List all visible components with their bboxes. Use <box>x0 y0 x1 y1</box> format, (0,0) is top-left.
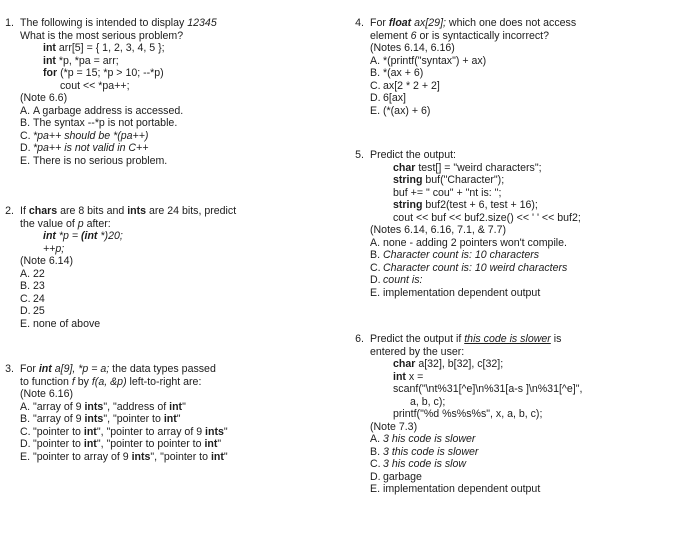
code-line: char test[] = "weird characters"; <box>393 161 542 174</box>
option-a[interactable]: A. 3 his code is slower <box>370 433 476 445</box>
question-text: element 6 or is syntactically incorrect? <box>370 29 550 42</box>
question-number: 1. <box>5 17 14 29</box>
code-line: string buf("Character"); <box>393 174 505 186</box>
note-reference: (Note 6.16) <box>20 388 73 400</box>
option-b[interactable]: B. 3 this code is slower <box>370 445 479 458</box>
code-line: int *p = (int *)20; <box>43 230 123 242</box>
option-e[interactable]: E. (*(ax) + 6) <box>370 104 431 117</box>
code-line: int x = <box>393 370 424 383</box>
question-text: Predict the output if this code is slower is <box>370 333 562 345</box>
option-b[interactable]: B. Character count is: 10 characters <box>370 249 540 261</box>
note-reference: (Notes 6.14, 6.16, 7.1, & 7.7) <box>370 224 507 236</box>
option-c[interactable]: C. ax[2 * 2 + 2] <box>370 79 440 92</box>
option-c[interactable]: C. 3 his code is slow <box>370 458 467 470</box>
code-line: int arr[5] = { 1, 2, 3, 4, 5 }; <box>43 42 165 54</box>
question-body <box>370 17 698 117</box>
code-line: printf("%d %s%s%s", x, a, b, c); <box>393 408 543 420</box>
question-text: If chars are 8 bits and ints are 24 bits, predict <box>20 205 237 217</box>
question-text: The following is intended to display 12345 <box>20 17 217 29</box>
code-line: for (*p = 15; *p > 10; --*p) <box>43 67 164 79</box>
code-line: cout << *pa++; <box>60 79 130 92</box>
code-line: scanf("\nt%31[^e]\n%31[a-s ]\n%31[^e]", <box>393 383 583 395</box>
option-e[interactable]: E. none of above <box>20 317 101 330</box>
question-number: 6. <box>355 333 364 345</box>
option-e[interactable]: E. implementation dependent output <box>370 483 541 495</box>
option-d[interactable]: D. count is: <box>370 274 423 286</box>
option-e[interactable]: E. There is no serious problem. <box>20 154 168 167</box>
code-line: a, b, c); <box>410 395 446 408</box>
question-body <box>20 363 345 463</box>
question-text: the value of p after: <box>20 217 111 230</box>
question-body <box>370 333 698 496</box>
option-d[interactable]: D. 6[ax] <box>370 92 406 104</box>
question-body <box>20 205 345 330</box>
code-line: char a[32], b[32], c[32]; <box>393 358 504 370</box>
option-b[interactable]: B. *(ax + 6) <box>370 67 424 79</box>
option-a[interactable]: A. 22 <box>20 267 45 280</box>
question-text: entered by the user: <box>370 345 465 358</box>
option-a[interactable]: A. *(printf("syntax") + ax) <box>370 54 487 67</box>
option-a[interactable]: A. none - adding 2 pointers won't compile. <box>370 236 567 249</box>
note-reference: (Notes 6.14, 6.16) <box>370 42 455 54</box>
option-b[interactable]: B. 23 <box>20 280 45 292</box>
option-e[interactable]: E. "pointer to array of 9 ints", "pointer to int" <box>20 450 228 463</box>
question-number: 5. <box>355 149 364 161</box>
option-c[interactable]: C. Character count is: 10 weird characters <box>370 261 568 274</box>
code-line: string buf2(test + 6, test + 16); <box>393 199 538 211</box>
option-a[interactable]: A. A garbage address is accessed. <box>20 104 184 117</box>
option-c[interactable]: C. "pointer to int", "pointer to array of 9 ints" <box>20 425 228 438</box>
question-body <box>370 149 698 299</box>
question-text: What is the most serious problem? <box>20 29 184 42</box>
option-e[interactable]: E. implementation dependent output <box>370 286 541 299</box>
question-body <box>20 17 345 167</box>
option-d[interactable]: D. garbage <box>370 470 422 483</box>
code-line: ++p; <box>43 242 65 255</box>
code-line: buf += " cou" + "nt is: "; <box>393 186 502 199</box>
note-reference: (Note 6.14) <box>20 255 73 267</box>
question-text: to function f by f(a, &p) left-to-right are: <box>20 375 202 388</box>
option-c[interactable]: C. 24 <box>20 292 45 305</box>
question-number: 4. <box>355 17 364 29</box>
question-number: 3. <box>5 363 14 375</box>
note-reference: (Note 7.3) <box>370 420 418 433</box>
option-d[interactable]: D. "pointer to int", "pointer to pointer to int" <box>20 438 222 450</box>
question-number: 2. <box>5 205 14 217</box>
option-a[interactable]: A. "array of 9 ints", "address of int" <box>20 400 186 413</box>
question-text: For float ax[29]; which one does not access <box>370 17 577 29</box>
option-c[interactable]: C. *pa++ should be *(pa++) <box>20 129 149 142</box>
question-text: For int a[9], *p = a; the data types passed <box>20 363 216 375</box>
note-reference: (Note 6.6) <box>20 92 68 104</box>
option-b[interactable]: B. The syntax --*p is not portable. <box>20 117 178 129</box>
option-d[interactable]: D. 25 <box>20 305 45 317</box>
code-line: cout << buf << buf2.size() << ' ' << buf2; <box>393 211 581 224</box>
option-b[interactable]: B. "array of 9 ints", "pointer to int" <box>20 413 181 425</box>
option-d[interactable]: D. *pa++ is not valid in C++ <box>20 142 149 154</box>
question-text: Predict the output: <box>370 149 456 161</box>
code-line: int *p, *pa = arr; <box>43 54 119 67</box>
